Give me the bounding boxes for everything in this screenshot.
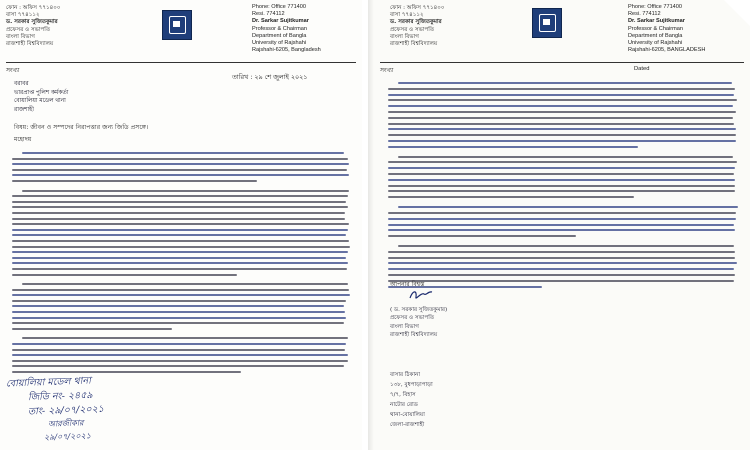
department: বাংলা বিভাগ [390,33,419,40]
author-name-en: Dr. Sarkar Sujitkumar [252,18,309,25]
body-text-line [388,218,736,220]
phone-residence-en: Resi. 774112 [628,11,661,18]
body-text-line [12,268,347,270]
university-logo-icon [532,8,562,38]
signatory-name: ( ড. সরকার সুজিতকুমার) [390,307,448,313]
body-text-line [12,294,350,296]
body-text-line [388,262,737,264]
torn-corner [724,0,750,26]
body-text-line [12,169,347,171]
signatory-title: প্রফেসর ও সভাপতি [390,315,435,322]
phone-office-en: Phone: Office 771400 [628,4,683,10]
recipient-block [14,80,68,114]
author-title: প্রফেসর ও সভাপতি [6,26,51,33]
university-en: University of Rajshahi [252,40,307,47]
phone-residence: বাসা ৭৭৪১১২ [6,12,40,19]
body-text-line [398,206,738,208]
body-text-line [12,195,348,197]
body-text-line [22,337,348,339]
recipient-line: বরাবর [14,81,29,87]
phone-office: ফোন : অফিস ৭৭১৪০০ [6,5,61,11]
body-text-line [388,251,735,253]
body-text-line [388,128,736,130]
letterhead-left-bangla [390,5,445,48]
body-text-line [12,343,346,345]
body-text-line [12,223,349,225]
body-text-line [388,229,735,231]
police-stamp-date: তাং- ২৯/০৭/২০২১ [27,403,105,418]
body-text-line [388,123,734,125]
body-text-line [12,246,350,248]
phone-residence: বাসা ৭৭৪১১২ [390,12,424,19]
body-text-line [12,322,344,324]
body-text-line [12,354,348,356]
body-text-line [388,134,736,136]
university: রাজশাহী বিশ্ববিদ্যালয় [6,41,54,48]
body-text-line [398,245,734,247]
phone-residence-en: Resi. 774112 [252,11,285,18]
home-address-block [390,370,433,430]
recipient-line: বোয়ালিয়া মডেল থানা [14,98,66,105]
signatory-block [390,306,447,340]
address-line: নাটোর রোড [390,402,418,408]
body-text-line [388,280,734,282]
body-text-line [388,88,735,90]
body-text-line [12,201,346,203]
address-en: Rajshahi-6205, BANGLADESH [628,47,706,54]
body-text-line [388,179,735,181]
body-text-line [398,82,732,84]
body-text-line [388,196,634,198]
address-line: জেলা-রাজশাহী [390,422,425,428]
recipient-line: ভারপ্রাপ্ত পুলিশ কর্মকর্তা [14,89,69,96]
author-name: ড. সরকার সুজিতকুমার [390,19,442,26]
body-text-line [388,235,576,237]
body-text-line [12,311,345,313]
body-text-line [388,117,733,119]
signatory-department: বাংলা বিভাগ [390,323,419,330]
author-title-en: Professor & Chairman [252,25,308,32]
body-text-line [388,274,735,276]
body-text-line [12,317,346,319]
signatory-university: রাজশাহী বিশ্ববিদ্যালয় [390,332,438,339]
body-text-line [388,257,735,259]
address-line: ১৩৮, বুধপাড়াপাড়া [390,382,433,388]
body-text-line [12,328,172,330]
body-text-line [22,190,349,192]
body-text-line [398,156,733,158]
university-logo-icon [162,10,192,40]
body-text-line [12,158,348,160]
body-text-line [12,274,237,276]
letterhead-rule [380,62,744,63]
body-text-line [388,212,736,214]
address-line: থানা-বোয়ালিয়া [390,412,425,418]
body-text-line [22,283,348,285]
letterhead-left-bangla [6,5,61,48]
body-text-line [388,167,735,169]
body-text-line [388,190,735,192]
letter-page-1 [0,0,362,450]
police-stamp-station: বোয়ালিয়া মডেল থানা [5,375,92,390]
body-text-line [12,349,345,351]
closing-phrase: আপনার বিশ্বস্ত [390,281,425,288]
address-heading: বাসার ঠিকানা [390,372,420,378]
body-text-line [12,371,241,373]
body-text-line [12,257,346,259]
body-text-line [12,174,349,176]
reference-label: সংখ্যা [380,68,394,74]
body-text-line [388,94,734,96]
body-text-line [12,163,349,165]
body-text-line [12,180,257,182]
body-text-line [388,268,734,270]
author-name-en: Dr. Sarkar Sujitkumar [628,18,685,25]
phone-office: ফোন : অফিস ৭৭১৪০০ [390,5,445,11]
body-text-line [12,360,348,362]
department-en: Department of Bangla [252,32,307,39]
police-stamp-sign-date: ২৯/০৭/২০২১ [43,431,92,442]
body-text-line [12,262,348,264]
letter-page-2 [368,0,750,450]
body-text-line [12,240,349,242]
author-title: প্রফেসর ও সভাপতি [390,26,435,33]
police-stamp-gd-number: জিডি নং- ২৪৫৯ [27,389,93,404]
salutation: মহোদয় [14,136,32,143]
address-line: ৭/৭, বিহাস [390,392,416,398]
body-text-line [12,234,346,236]
body-text-line [388,111,736,113]
body-text-line [388,185,735,187]
body-text-line [388,146,638,148]
body-text-line [22,152,344,154]
letter-subject: বিষয়: জীবন ও সম্পদের নিরাপত্তার জন্য জিডি প্রসঙ্গে। [14,124,149,131]
reference-label: সংখ্যা [6,68,20,74]
body-text-line [12,218,345,220]
body-text-line [388,224,734,226]
recipient-line: রাজশাহী [14,106,34,113]
address-en: Rajshahi-6205, Bangladesh [252,47,321,54]
department: বাংলা বিভাগ [6,33,35,40]
body-text-line [12,251,348,253]
university-en: University of Rajshahi [628,40,683,47]
letter-date: তারিখ : ২৯ শে জুলাই ২০২১ [232,73,308,81]
body-text-line [12,212,345,214]
police-stamp-signature: আরজীকার [47,418,84,429]
body-text-line [388,105,733,107]
university: রাজশাহী বিশ্ববিদ্যালয় [390,41,438,48]
body-text-line [388,161,737,163]
body-text-line [12,365,344,367]
author-name: ড. সরকার সুজিতকুমার [6,19,58,26]
body-text-line [12,229,348,231]
author-title-en: Professor & Chairman [628,25,684,32]
body-text-line [388,173,734,175]
letterhead-right-english [252,4,321,54]
phone-office-en: Phone: Office 771400 [252,4,307,10]
signature-mark [408,288,434,302]
letterhead-right-english [628,4,705,54]
body-text-line [12,305,344,307]
body-text-line [12,206,348,208]
department-en: Department of Bangla [628,32,683,39]
letterhead-rule [6,62,356,63]
body-text-line [388,140,736,142]
body-text-line [12,300,346,302]
body-text-line [388,99,737,101]
page-fold-shadow [368,0,374,450]
body-text-line [12,289,349,291]
dated-label: Dated [634,66,650,72]
